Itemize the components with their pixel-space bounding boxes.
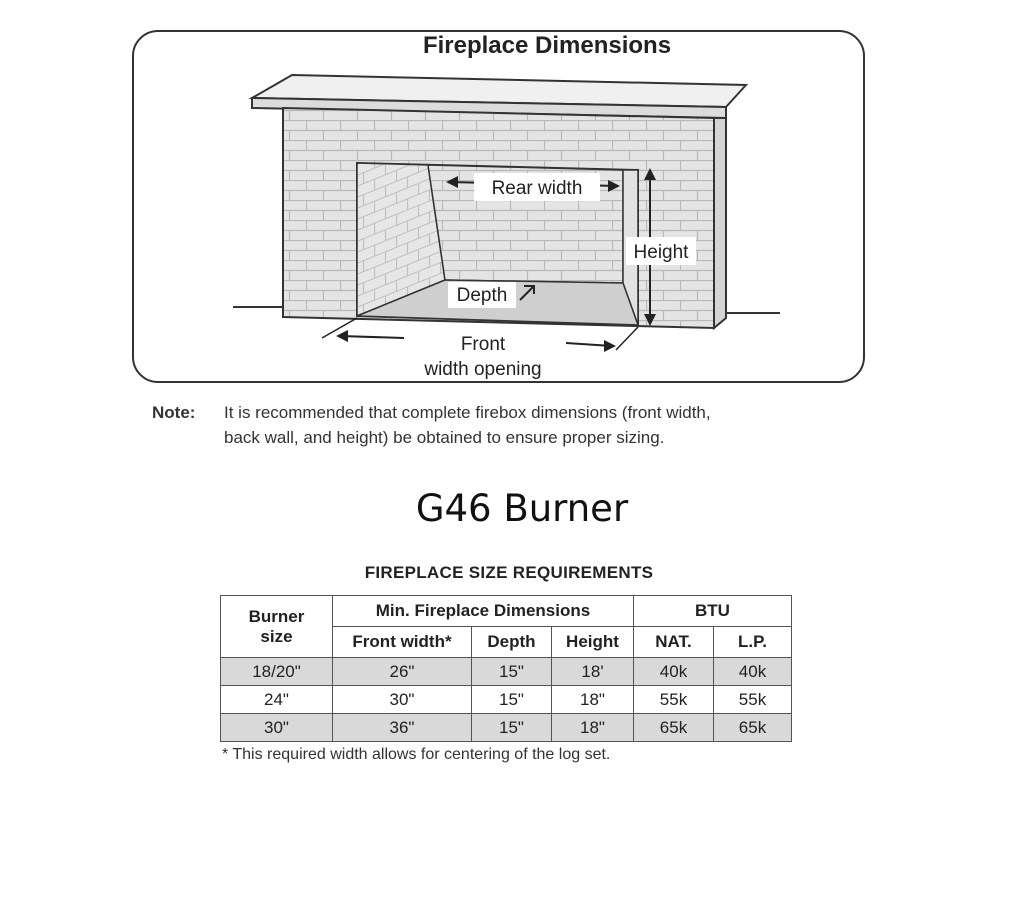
front-label-line2: width opening: [424, 359, 542, 380]
note-line-1: It is recommended that complete firebox dimensions (front width,: [224, 403, 711, 422]
fireplace-diagram: [0, 0, 1024, 400]
table-title: FIREPLACE SIZE REQUIREMENTS: [364, 563, 654, 582]
front-width-header: Front width*: [333, 627, 472, 658]
lp-header: L.P.: [714, 627, 792, 658]
table-row: 18/20" 26" 15" 18' 40k 40k: [221, 658, 792, 686]
requirements-table: [220, 595, 792, 742]
depth-header: Depth: [472, 627, 552, 658]
note-line-2: back wall, and height) be obtained to ensure proper sizing.: [224, 428, 665, 447]
min-dims-header: Min. Fireplace Dimensions: [333, 596, 634, 627]
burner-size-header: Burner size: [221, 596, 333, 658]
note-label: Note:: [152, 403, 196, 422]
brick-facade-side: [714, 118, 726, 328]
height-label: Height: [633, 242, 689, 263]
diagram-title: Fireplace Dimensions: [422, 32, 672, 59]
depth-label: Depth: [456, 285, 508, 306]
table-row: 24" 30" 15" 18" 55k 55k: [221, 686, 792, 714]
table-footnote: * This required width allows for centering of the log set.: [222, 746, 611, 763]
nat-header: NAT.: [634, 627, 714, 658]
table-row: 30" 36" 15" 18" 65k 65k: [221, 714, 792, 742]
page-title: G46 Burner: [415, 487, 629, 530]
table-header-row: [221, 596, 792, 627]
btu-header: BTU: [634, 596, 792, 627]
rear-width-label: Rear width: [491, 178, 583, 199]
height-header: Height: [552, 627, 634, 658]
front-label-line1: Front: [460, 334, 506, 355]
